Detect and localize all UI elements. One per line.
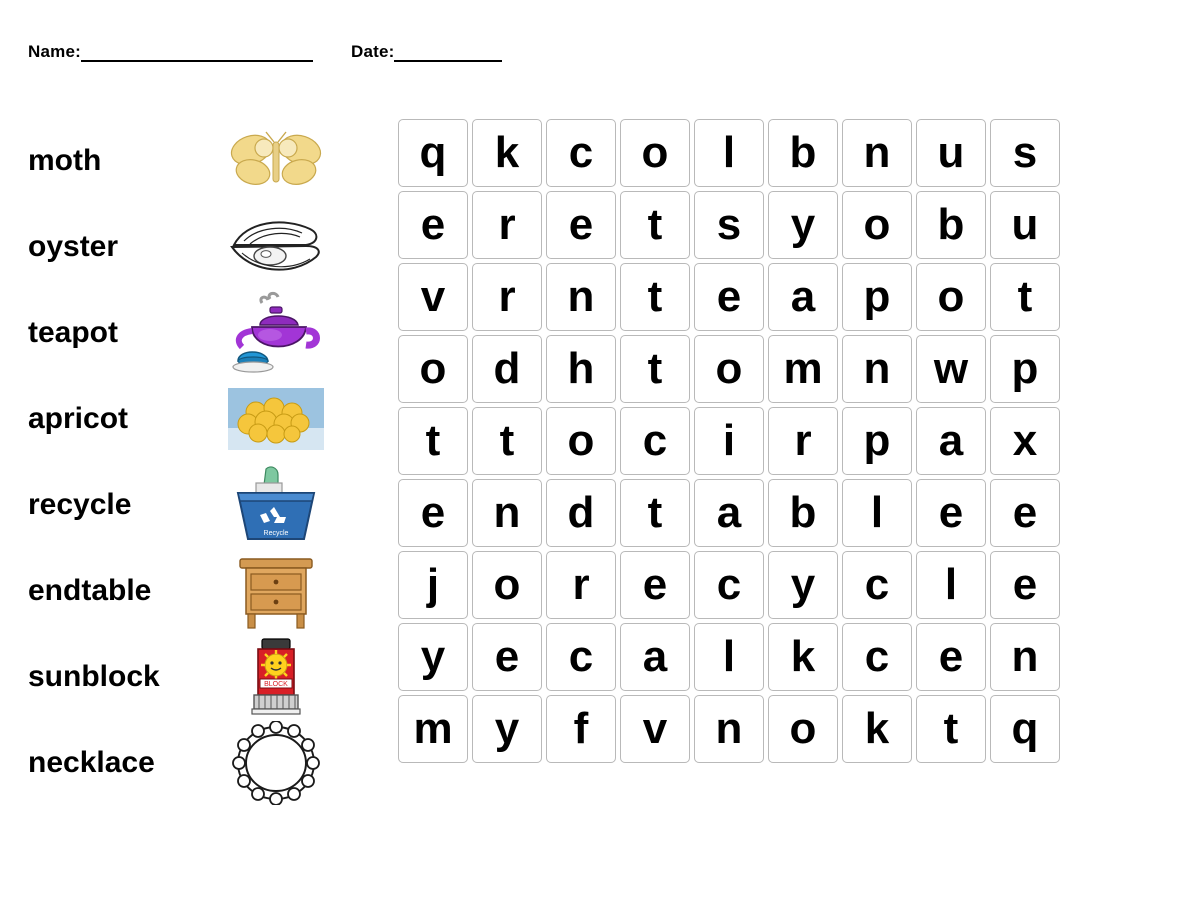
date-write-line[interactable] [394, 45, 502, 62]
grid-cell[interactable]: y [398, 623, 468, 691]
word-label-teapot: teapot [28, 316, 118, 349]
grid-cell[interactable]: r [472, 191, 542, 259]
word-list-item [28, 376, 358, 462]
grid-cell[interactable]: e [472, 623, 542, 691]
word-list-item [28, 290, 358, 376]
necklace-icon [224, 721, 328, 805]
word-list-item [28, 204, 358, 290]
word-list [28, 118, 358, 806]
svg-text:Recycle: Recycle [263, 530, 289, 537]
word-label-sunblock: sunblock [28, 660, 160, 693]
grid-cell[interactable]: d [472, 335, 542, 403]
grid-cell[interactable]: a [768, 263, 838, 331]
endtable-icon [224, 549, 328, 633]
word-label-endtable: endtable [28, 574, 152, 607]
sunblock-icon [224, 635, 328, 719]
grid-cell[interactable]: e [546, 191, 616, 259]
grid-cell[interactable]: k [842, 695, 912, 763]
grid-cell[interactable]: b [768, 119, 838, 187]
name-label: Name: [28, 42, 81, 61]
grid-cell[interactable]: o [620, 119, 690, 187]
grid-cell[interactable]: q [990, 695, 1060, 763]
date-label: Date: [350, 42, 395, 61]
grid-cell[interactable]: y [472, 695, 542, 763]
grid-cell[interactable]: m [398, 695, 468, 763]
grid-cell[interactable]: o [916, 263, 986, 331]
grid-cell[interactable]: b [768, 479, 838, 547]
grid-cell[interactable]: c [546, 623, 616, 691]
grid-cell[interactable]: k [472, 119, 542, 187]
grid-cell[interactable]: n [694, 695, 764, 763]
grid-cell[interactable]: p [990, 335, 1060, 403]
worksheet-header [28, 42, 502, 62]
grid-cell[interactable]: y [768, 191, 838, 259]
apricot-icon [224, 377, 328, 461]
grid-cell[interactable]: q [398, 119, 468, 187]
grid-cell[interactable]: v [398, 263, 468, 331]
grid-cell[interactable]: b [916, 191, 986, 259]
grid-cell[interactable]: l [694, 623, 764, 691]
grid-cell[interactable]: s [694, 191, 764, 259]
grid-cell[interactable]: n [472, 479, 542, 547]
grid-cell[interactable]: r [472, 263, 542, 331]
grid-cell[interactable]: h [546, 335, 616, 403]
recycle-bin-icon [224, 463, 328, 547]
grid-cell[interactable]: u [916, 119, 986, 187]
word-label-apricot: apricot [28, 402, 129, 435]
grid-cell[interactable]: e [398, 191, 468, 259]
grid-cell[interactable]: c [620, 407, 690, 475]
grid-cell[interactable]: o [472, 551, 542, 619]
grid-cell[interactable]: l [842, 479, 912, 547]
grid-cell[interactable]: j [398, 551, 468, 619]
word-label-oyster: oyster [28, 230, 119, 263]
grid-cell[interactable]: t [620, 263, 690, 331]
word-list-item [28, 720, 358, 806]
word-label-necklace: necklace [28, 746, 155, 779]
grid-cell[interactable]: o [694, 335, 764, 403]
grid-cell[interactable]: e [990, 479, 1060, 547]
grid-cell[interactable]: e [398, 479, 468, 547]
date-field [351, 42, 503, 62]
grid-cell[interactable]: n [842, 119, 912, 187]
grid-cell[interactable]: m [768, 335, 838, 403]
grid-cell[interactable]: o [398, 335, 468, 403]
svg-text:BLOCK: BLOCK [264, 681, 288, 688]
grid-cell[interactable]: e [620, 551, 690, 619]
grid-cell[interactable]: c [694, 551, 764, 619]
teapot-icon [224, 291, 328, 375]
grid-cell[interactable]: c [546, 119, 616, 187]
grid-cell[interactable]: s [990, 119, 1060, 187]
grid-cell[interactable]: r [546, 551, 616, 619]
grid-cell[interactable]: t [916, 695, 986, 763]
grid-cell[interactable]: t [620, 335, 690, 403]
grid-cell[interactable]: y [768, 551, 838, 619]
grid-cell[interactable]: e [916, 623, 986, 691]
grid-cell[interactable]: f [546, 695, 616, 763]
moth-icon [224, 119, 328, 203]
grid-cell[interactable]: t [620, 479, 690, 547]
grid-cell[interactable]: a [620, 623, 690, 691]
grid-cell[interactable]: e [694, 263, 764, 331]
grid-cell[interactable]: k [768, 623, 838, 691]
word-list-item [28, 118, 358, 204]
grid-cell[interactable]: c [842, 551, 912, 619]
grid-cell[interactable]: o [768, 695, 838, 763]
grid-cell[interactable]: c [842, 623, 912, 691]
grid-cell[interactable]: n [842, 335, 912, 403]
grid-cell[interactable]: l [694, 119, 764, 187]
grid-cell[interactable]: d [546, 479, 616, 547]
grid-cell[interactable]: l [916, 551, 986, 619]
word-label-moth: moth [28, 144, 102, 177]
grid-cell[interactable]: e [990, 551, 1060, 619]
grid-cell[interactable]: n [546, 263, 616, 331]
grid-cell[interactable]: t [620, 191, 690, 259]
grid-cell[interactable]: p [842, 263, 912, 331]
name-field [28, 42, 313, 62]
grid-cell[interactable]: u [990, 191, 1060, 259]
name-write-line[interactable] [81, 45, 313, 62]
word-list-item [28, 548, 358, 634]
grid-cell[interactable]: r [768, 407, 838, 475]
grid-cell[interactable]: o [842, 191, 912, 259]
word-list-item [28, 462, 358, 548]
word-search-grid[interactable] [396, 117, 1062, 765]
grid-cell[interactable]: t [398, 407, 468, 475]
grid-cell[interactable]: v [620, 695, 690, 763]
grid-cell[interactable]: x [990, 407, 1060, 475]
grid-cell[interactable]: a [694, 479, 764, 547]
grid-cell[interactable]: i [694, 407, 764, 475]
grid-cell[interactable]: p [842, 407, 912, 475]
grid-cell[interactable]: t [990, 263, 1060, 331]
grid-cell[interactable]: o [546, 407, 616, 475]
grid-cell[interactable]: t [472, 407, 542, 475]
word-list-item [28, 634, 358, 720]
grid-cell[interactable]: w [916, 335, 986, 403]
grid-cell[interactable]: n [990, 623, 1060, 691]
grid-cell[interactable]: a [916, 407, 986, 475]
grid-cell[interactable]: e [916, 479, 986, 547]
oyster-icon [224, 205, 328, 289]
word-label-recycle: recycle [28, 488, 132, 521]
